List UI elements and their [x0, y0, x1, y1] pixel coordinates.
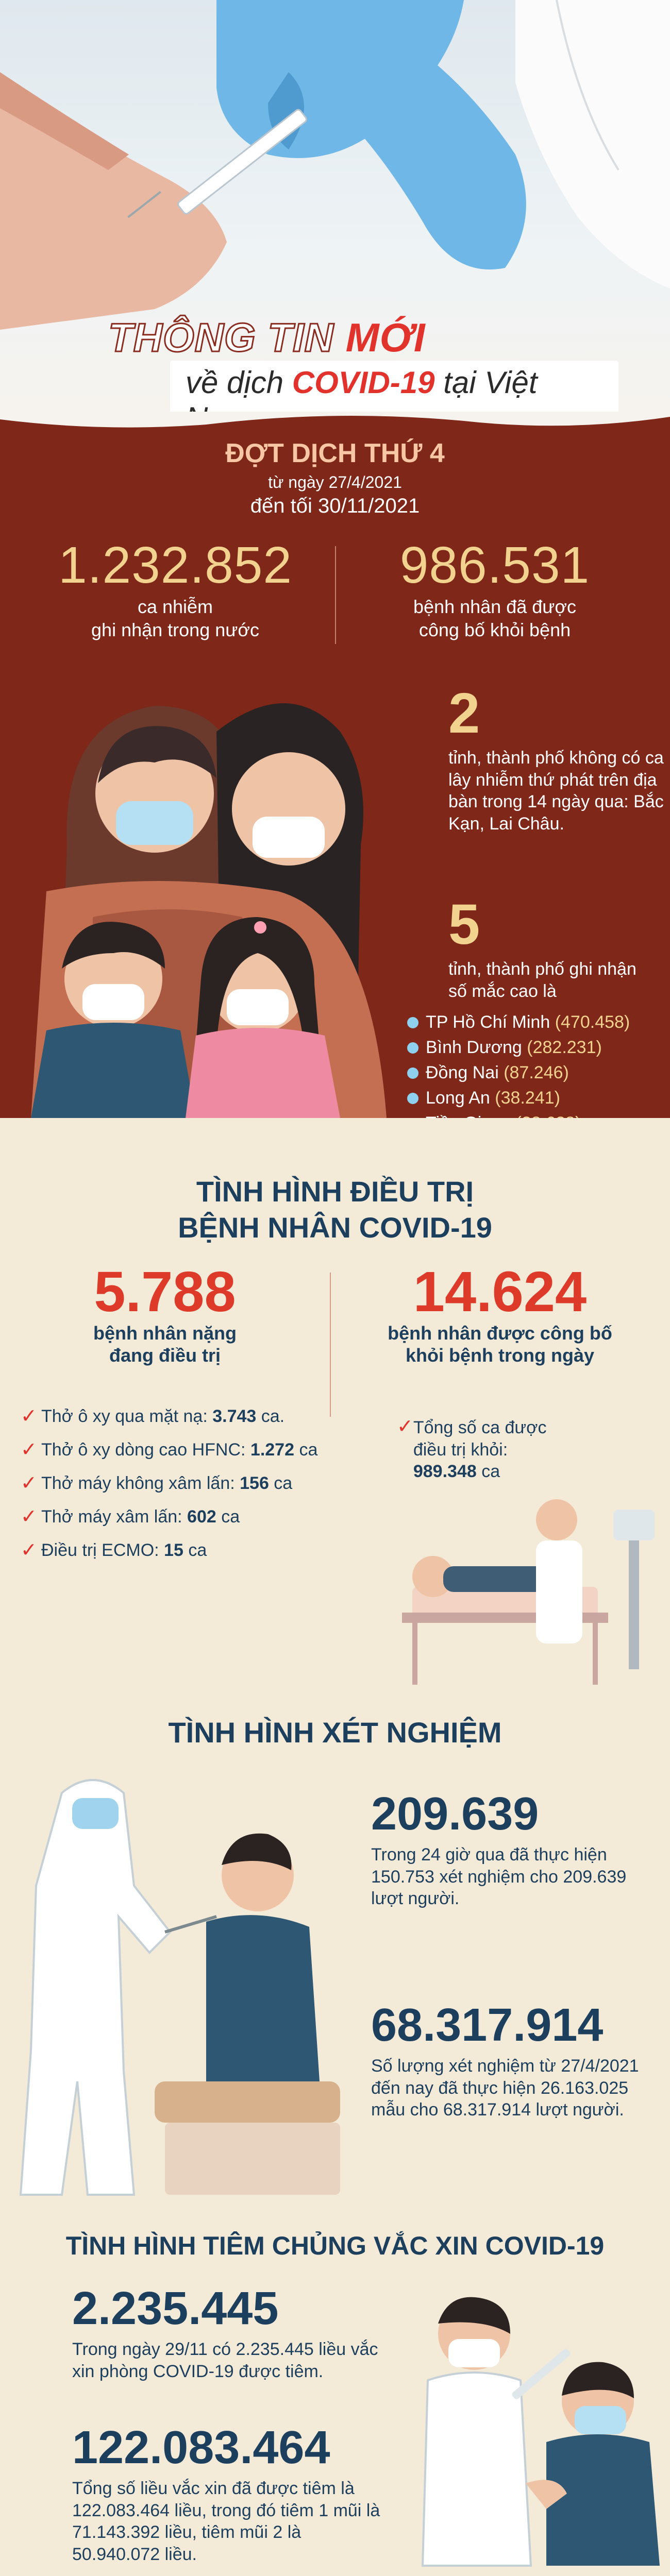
page-title: [52, 304, 618, 412]
testing-illustration: [0, 1762, 371, 2200]
wave-stats-section: [0, 412, 670, 1118]
testing-section: [0, 1695, 670, 2231]
bullet-icon: [407, 1067, 418, 1079]
wave-title: ĐỢT DỊCH THỨ 4: [225, 438, 445, 468]
tests-total-value: 68.317.914: [371, 1999, 604, 2051]
testing-title: TÌNH HÌNH XÉT NGHIỆM: [168, 1716, 502, 1749]
cases-label-2: ghi nhận trong nước: [91, 619, 259, 640]
recovered-stat: [340, 536, 649, 641]
list-item: Long An (38.241): [407, 1088, 655, 1108]
list-item: TP Hồ Chí Minh (470.458): [407, 1012, 655, 1032]
check-icon: ✓: [21, 1405, 37, 1427]
tests-today-stat: [371, 1788, 649, 1910]
activities-section: [0, 2571, 670, 2576]
recovered-label-2: công bố khỏi bệnh: [418, 619, 571, 640]
title-line-1: THÔNG TIN MỚI: [108, 315, 426, 360]
check-icon: ✓: [397, 1416, 413, 1437]
wave-from-date: từ ngày 27/4/2021: [268, 473, 402, 492]
severe-value: 5.788: [94, 1260, 236, 1324]
wave-to-date: đến tối 30/11/2021: [250, 495, 420, 517]
tests-today-text: Trong 24 giờ qua đã thực hiện 150.753 xét nghiệm cho 209.639 lượt người.: [371, 1845, 627, 1908]
check-icon: ✓: [21, 1472, 37, 1494]
family-illustration: [0, 675, 392, 1118]
vaccine-total-text: Tổng số liều vắc xin đã được tiêm là 122.083.464 liều, trong đó tiêm 1 mũi là 71.143.392 liều, tiêm mũi 2 là 50.940.072 liều.: [72, 2479, 380, 2564]
recovered-label-1: bệnh nhân đã được: [413, 596, 576, 617]
title-line-2: về dịch COVID-19 tại Việt: [170, 361, 618, 440]
tests-total-stat: [371, 1999, 649, 2121]
stats-divider: [335, 546, 336, 644]
top-value: 5: [448, 893, 480, 956]
treatment-section: [0, 1118, 670, 1695]
vaccination-scene-illustration: [392, 2277, 660, 2566]
wave-divider: [0, 412, 670, 432]
vaccine-today-stat: [72, 2282, 392, 2382]
treatment-divider: [330, 1273, 331, 1417]
recovered-today-label-2: khỏi bệnh trong ngày: [406, 1344, 594, 1366]
tests-total-text: Số lượng xét nghiệm từ 27/4/2021 đến nay đã thực hiện 26.163.025 mẫu cho 68.317.914 lượt người.: [371, 2056, 639, 2120]
total-recovered: ✓ Tổng số ca được điều trị khỏi: 989.348 ca: [397, 1417, 567, 1483]
vaccine-today-text: Trong ngày 29/11 có 2.235.445 liều vắc xin phòng COVID-19 được tiêm.: [72, 2340, 378, 2381]
vaccine-total-value: 122.083.464: [72, 2422, 330, 2473]
list-item: ✓ Thở máy xâm lấn: 602 ca: [21, 1506, 240, 1528]
list-item: ✓ Thở máy không xâm lấn: 156 ca: [21, 1472, 293, 1494]
tests-today-value: 209.639: [371, 1788, 539, 1840]
recovered-today-stat: [350, 1262, 649, 1366]
header-section: [0, 0, 670, 412]
recovered-value: 986.531: [399, 536, 590, 594]
recovered-today-label-1: bệnh nhân được công bố: [388, 1322, 612, 1344]
check-icon: ✓: [21, 1539, 37, 1561]
treatment-title-1: TÌNH HÌNH ĐIỀU TRỊ: [196, 1175, 474, 1208]
cases-label-1: ca nhiễm: [137, 596, 213, 617]
check-icon: ✓: [21, 1506, 37, 1528]
bullet-icon: [407, 1093, 418, 1104]
top-provinces-stat: [407, 893, 655, 1139]
vaccine-total-stat: [72, 2421, 392, 2565]
no-new-text: tỉnh, thành phố không có ca lây nhiễm thứ phát trên địa bàn trong 14 ngày qua: Bắc Kạn, Lai Châu.: [448, 748, 664, 834]
hospital-illustration: [392, 1479, 670, 1695]
no-new-cases-stat: [448, 682, 665, 835]
vaccine-section: [0, 2231, 670, 2571]
top-text: tỉnh, thành phố ghi nhận số mắc cao là: [448, 959, 636, 1001]
list-item: Bình Dương (282.231): [407, 1038, 655, 1058]
treatment-title-2: BỆNH NHÂN COVID-19: [178, 1211, 492, 1244]
province-list: [407, 1012, 655, 1133]
vaccine-title: TÌNH HÌNH TIÊM CHỦNG VẮC XIN COVID-19: [65, 2231, 605, 2260]
bullet-icon: [407, 1017, 418, 1028]
bullet-icon: [407, 1042, 418, 1054]
list-item: ✓ Điều trị ECMO: 15 ca: [21, 1539, 207, 1561]
severe-stat: [21, 1262, 309, 1366]
vaccine-today-value: 2.235.445: [72, 2283, 279, 2334]
severe-label-2: đang điều trị: [109, 1344, 221, 1366]
severe-label-1: bệnh nhân nặng: [93, 1322, 237, 1344]
no-new-value: 2: [448, 682, 480, 745]
recovered-today-value: 14.624: [413, 1260, 587, 1324]
check-icon: ✓: [21, 1439, 37, 1461]
treatment-list: [21, 1406, 381, 1574]
list-item: Đồng Nai (87.246): [407, 1063, 655, 1083]
list-item: ✓ Thở ô xy dòng cao HFNC: 1.272 ca: [21, 1439, 318, 1461]
cases-value: 1.232.852: [58, 536, 292, 594]
cases-stat: [21, 536, 330, 641]
list-item: ✓ Thở ô xy qua mặt nạ: 3.743 ca.: [21, 1405, 285, 1427]
